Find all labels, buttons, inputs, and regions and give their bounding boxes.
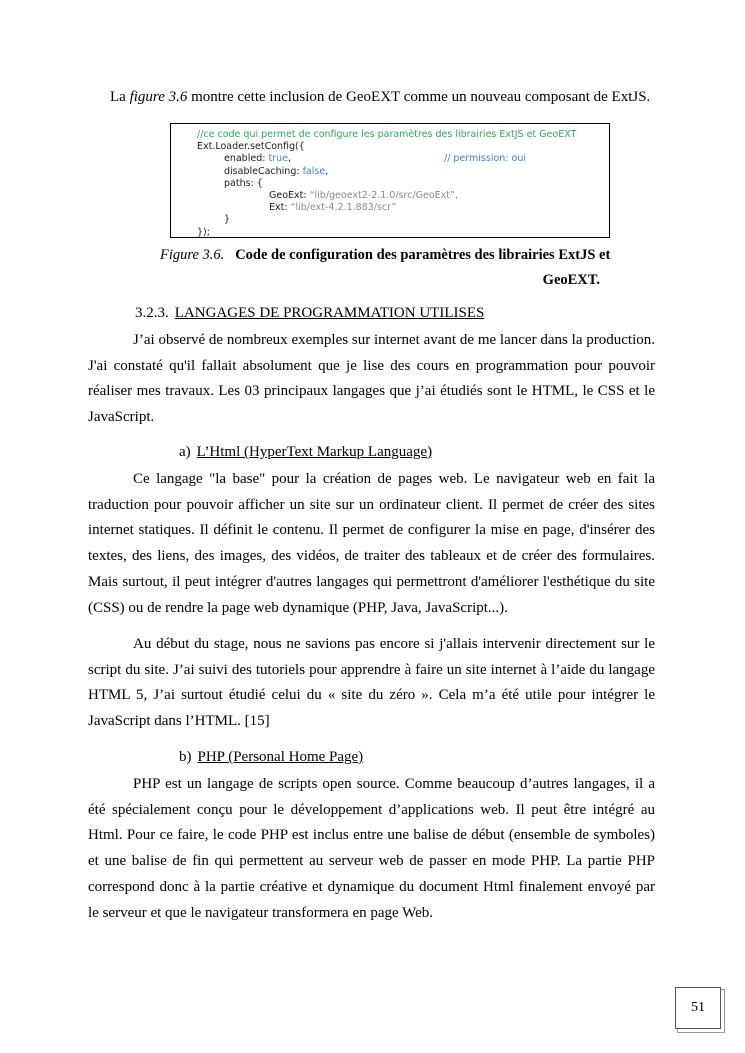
code-line-ext: Ext: “lib/ext-4.2.1.883/scr” [269,202,397,214]
caption-label: Figure 3.6. [160,247,225,263]
subsection-a-title: L’Html (HyperText Markup Language) [196,444,433,460]
code-line-enabled: enabled: true, // permission: oui [224,153,526,165]
page-number: 51 [675,987,721,1029]
paragraph-stage: Au début du stage, nous ne savions pas encore si j'allais intervenir directement sur le script du site. J’ai suivi des tutoriels pour apprendre à faire un site internet à l’aide du langage HTML 5, J’ai surtout étudié celui du « site du zéro ». Cela m’a été utile pour intégrer le JavaScript dans l’HTML. [15] [88,636,655,730]
subsection-b-heading: b) PHP (Personal Home Page) [179,749,364,765]
figure-reference: figure 3.6 [129,89,188,105]
intro-sentence: La figure 3.6 montre cette inclusion de GeoEXT comme un nouveau composant de ExtJS. [110,89,651,105]
code-line-paths-close: } [224,214,231,226]
section-title: LANGAGES DE PROGRAMMATION UTILISES [174,305,485,321]
caption-text: Code de configuration des paramètres des librairies ExtJS et [235,247,611,263]
code-line-geoext: GeoExt: “lib/geoext2-2.1.0/src/GeoExt”, [269,189,458,201]
section-heading [135,305,484,322]
paragraph-php: PHP est un langage de scripts open source. Comme beaucoup d’autres langages, il a été spécialement conçu pour le développement d’applications web. Il peut être intégré au Html. Pour ce faire, le code PHP est inclus entre une balise de début (ensemble de symboles) et une balise de fin qui permettent au serveur web de passer en mode PHP. La partie PHP correspond donc à la partie créative et dynamique du document Html finalement envoyé par le serveur et que le navigateur transformera en page Web. [88,776,655,921]
code-line-call-close: }); [197,226,210,238]
code-line-caching: disableCaching: false, [224,165,329,177]
code-line-call: Ext.Loader.setConfig({ [197,141,305,153]
code-comment: //ce code qui permet de configure les paramètres des librairies ExtJS et GeoEXT [197,129,577,140]
figure-caption [160,243,635,293]
section-number: 3.2.3. [135,305,169,321]
code-snippet-box [170,123,610,238]
subsection-a-heading: a) L’Html (HyperText Markup Language) [179,444,433,460]
caption-text-line2: GeoEXT. [542,272,600,288]
paragraph-intro: J’ai observé de nombreux exemples sur internet avant de me lancer dans la production. J'ai constaté qu'il fallait absolument que je lise des cours en programmation pour pouvoir réaliser mes travaux. Les 03 principaux langages que j’ai étudiés sont le HTML, le CSS et le JavaScript. [88,332,655,426]
code-line-paths: paths: { [224,177,263,189]
subsection-b-title: PHP (Personal Home Page) [197,749,364,765]
paragraph-html: Ce langage "la base" pour la création de pages web. Le navigateur web en fait la traduction pour pouvoir afficher un site sur un ordinateur client. Il permet de créer des sites internet statiques. Il définit le contenu. Il permet de configurer la mise en page, d'insérer des textes, des liens, des images, des vidéos, de traiter des tableaux et de créer des formulaires. Mais surtout, il peut intégrer d'autres langages qui permettront d'améliorer l'esthétique du site (CSS) ou de rendre la page web dynamique (PHP, Java, JavaScript...). [88,471,655,616]
